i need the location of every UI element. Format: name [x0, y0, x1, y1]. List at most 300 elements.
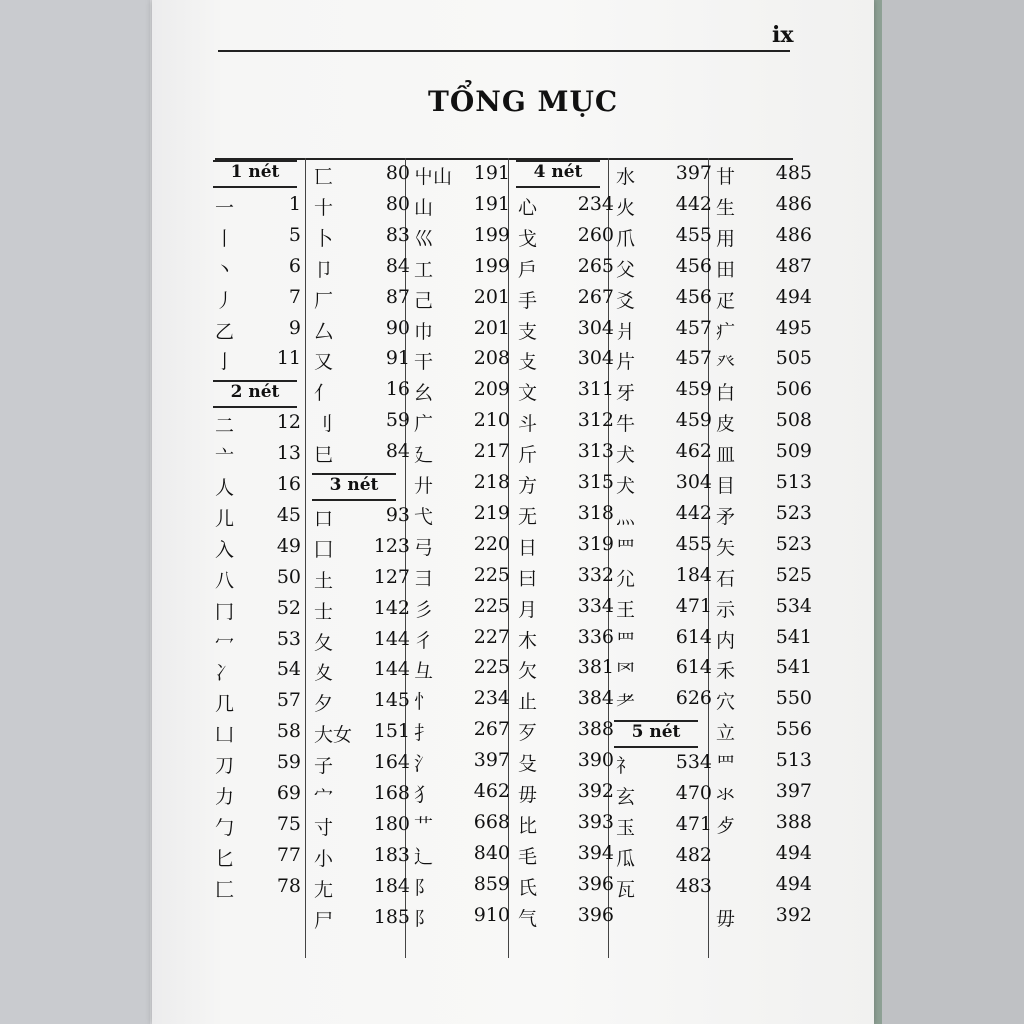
- page-reference: 614: [675, 625, 712, 648]
- page-reference: 54: [276, 658, 301, 681]
- radical-character: 廴: [414, 444, 434, 467]
- page-reference: 455: [675, 532, 712, 555]
- index-entry: [215, 875, 307, 907]
- page-reference: 304: [577, 316, 614, 339]
- radical-character: 儿: [215, 507, 235, 530]
- radical-character: 二: [215, 415, 235, 438]
- page-reference: 16: [276, 473, 301, 495]
- radical-character: 石: [716, 567, 736, 590]
- index-entry: [716, 656, 812, 688]
- radical-character: 矛: [716, 505, 736, 528]
- page-reference: 442: [675, 501, 712, 524]
- page-reference: 459: [675, 378, 712, 401]
- page-reference: 58: [276, 720, 301, 743]
- radical-character: 牛: [616, 413, 636, 436]
- page-reference: 311: [577, 378, 614, 401]
- page-reference: 168: [373, 782, 410, 804]
- page-reference: 486: [775, 223, 812, 246]
- index-entry: [414, 223, 510, 256]
- index-entry: [314, 689, 410, 721]
- radical-character: 曰: [518, 567, 538, 590]
- radical-character: 丶: [215, 258, 235, 281]
- index-entry: [716, 254, 812, 287]
- page-reference: 541: [775, 625, 812, 648]
- radical-character: 比: [518, 814, 538, 837]
- page-reference: 525: [775, 563, 812, 586]
- index-entry: [215, 286, 307, 318]
- index-entry: [314, 905, 410, 938]
- page-reference: 483: [675, 874, 712, 897]
- page-reference: 16: [385, 378, 410, 401]
- index-entry: [414, 254, 510, 287]
- index-entry: [414, 409, 510, 441]
- page-reference: 91: [385, 347, 410, 370]
- page-reference: 234: [473, 687, 510, 710]
- index-entry: [716, 285, 812, 318]
- index-entry: [616, 625, 712, 658]
- index-entry: [314, 409, 410, 441]
- radical-character: 疋: [716, 289, 736, 312]
- page-reference: 334: [577, 594, 614, 617]
- page-reference: 396: [577, 872, 614, 895]
- radical-character: 勹: [215, 816, 235, 839]
- index-entry: [518, 780, 614, 812]
- page-reference: 494: [775, 841, 812, 864]
- radical-character: 丨: [215, 227, 235, 250]
- index-entry: [314, 316, 410, 349]
- page-reference: 84: [385, 440, 410, 463]
- page-reference: 388: [775, 810, 812, 833]
- page-reference: 12: [276, 411, 301, 434]
- page-reference: 11: [276, 347, 301, 370]
- radical-character: 手: [518, 289, 538, 312]
- page-reference: 336: [577, 625, 614, 648]
- radical-character: 罒: [616, 536, 636, 559]
- page-reference: 6: [288, 254, 301, 277]
- index-entry: [414, 718, 510, 750]
- radical-character: 辶: [414, 845, 434, 868]
- index-entry: [314, 720, 410, 752]
- page-reference: 164: [373, 751, 410, 774]
- page-title: TỔNG MỤC: [428, 85, 619, 118]
- index-entry: [414, 563, 510, 596]
- index-entry: [314, 782, 410, 814]
- column-divider: [708, 158, 709, 958]
- page-reference: 381: [577, 656, 614, 679]
- radical-character: 入: [215, 538, 235, 561]
- book-edge: [874, 0, 882, 1024]
- page-reference: 319: [577, 532, 614, 555]
- radical-character: 扌: [414, 722, 434, 745]
- index-entry: [215, 597, 307, 629]
- radical-character: 氏: [518, 876, 538, 899]
- header-rule-bottom: [213, 406, 297, 408]
- page-reference: 459: [675, 409, 712, 432]
- radical-character: 山: [414, 196, 434, 219]
- page-reference: 495: [775, 316, 812, 339]
- index-entry: [716, 625, 812, 658]
- page-reference: 508: [775, 409, 812, 432]
- page-reference: 470: [675, 782, 712, 804]
- index-entry: [414, 625, 510, 658]
- index-entry: [518, 471, 614, 503]
- radical-character: 攴: [518, 351, 538, 374]
- radical-character: 内: [716, 629, 736, 652]
- index-entry: [616, 440, 712, 472]
- index-entry: [616, 192, 712, 225]
- index-entry: [716, 440, 812, 472]
- header-rule-bottom: [516, 186, 600, 188]
- index-entry: [414, 471, 510, 503]
- radical-character: 月: [518, 598, 538, 621]
- index-entry: [518, 223, 614, 256]
- page-reference: 455: [675, 223, 712, 246]
- page-reference: 457: [675, 316, 712, 339]
- page-reference: 456: [675, 285, 712, 308]
- page-reference: 225: [473, 656, 510, 679]
- index-entry: [616, 843, 712, 876]
- radical-character: 屮山: [414, 166, 453, 188]
- page-reference: 556: [775, 718, 812, 741]
- page-reference: 494: [775, 285, 812, 308]
- page-reference: 199: [473, 254, 510, 277]
- radical-character: 耂: [616, 691, 636, 714]
- page-reference: 185: [373, 905, 410, 928]
- page-reference: 93: [385, 503, 410, 526]
- index-entry: [716, 810, 812, 843]
- radical-character: 王: [616, 598, 636, 621]
- radical-character: 匚: [215, 878, 235, 901]
- index-entry: [414, 192, 510, 225]
- index-entry: [314, 843, 410, 876]
- radical-character: 冂: [215, 600, 235, 623]
- radical-character: 禾: [716, 660, 736, 683]
- radical-character: 人: [215, 477, 235, 499]
- index-entry: [518, 563, 614, 596]
- radical-character: 大女: [314, 724, 353, 747]
- radical-character: 气: [518, 907, 538, 930]
- page-reference: 218: [473, 471, 510, 493]
- index-entry: [518, 285, 614, 318]
- radical-character: 文: [518, 382, 538, 405]
- stroke-count-label: 1 nét: [230, 162, 280, 182]
- index-entry: [215, 473, 307, 505]
- index-entry: [314, 751, 410, 783]
- index-entry: [314, 627, 410, 660]
- radical-character: 夂: [314, 631, 334, 654]
- page-reference: 485: [775, 162, 812, 184]
- page-reference: 7: [288, 285, 301, 308]
- index-entry: [215, 193, 307, 225]
- radical-character: 歺: [716, 814, 736, 837]
- radical-character: 子: [314, 755, 334, 778]
- radical-character: 歹: [518, 722, 538, 745]
- index-entry: [518, 841, 614, 874]
- index-entry: [314, 440, 410, 472]
- radical-character: 殳: [518, 753, 538, 776]
- index-entry: [518, 687, 614, 719]
- index-entry: [716, 162, 812, 194]
- page-reference: 260: [577, 223, 614, 246]
- index-entry: [716, 378, 812, 410]
- page-reference: 49: [276, 534, 301, 557]
- page-reference: 45: [276, 503, 301, 526]
- radical-character: 穴: [716, 691, 736, 714]
- radical-character: 弓: [414, 536, 434, 559]
- stroke-count-header: [213, 162, 297, 194]
- index-entry: [616, 409, 712, 441]
- column-divider: [508, 158, 509, 958]
- index-entry: [414, 656, 510, 688]
- index-entry: [215, 628, 307, 660]
- radical-character: 爻: [616, 289, 636, 312]
- index-entry: [716, 192, 812, 225]
- page-reference: 180: [373, 812, 410, 835]
- radical-character: 广: [414, 413, 434, 436]
- index-entry: [314, 596, 410, 629]
- page-reference: 59: [276, 751, 301, 774]
- stroke-count-label: 4 nét: [533, 162, 583, 182]
- radical-character: 刀: [215, 755, 235, 778]
- page-reference: 219: [473, 501, 510, 524]
- radical-character: 冖: [215, 631, 235, 654]
- radical-character: 彳: [414, 629, 434, 652]
- page-reference: 80: [385, 192, 410, 215]
- index-entry: [616, 347, 712, 379]
- header-rule: [218, 50, 790, 52]
- page-reference: 184: [373, 874, 410, 897]
- page-reference: 184: [675, 563, 712, 586]
- page-reference: 199: [473, 223, 510, 246]
- index-entry: [616, 316, 712, 349]
- radical-character: 忄: [414, 691, 434, 714]
- index-entry: [616, 782, 712, 814]
- index-entry: [314, 874, 410, 907]
- radical-character: 匸: [314, 166, 334, 188]
- radical-character: 火: [616, 196, 636, 219]
- page-reference: 513: [775, 749, 812, 772]
- page-reference: 471: [675, 812, 712, 835]
- index-entry: [414, 162, 510, 194]
- index-entry: [314, 812, 410, 845]
- index-entry: [716, 501, 812, 534]
- radical-character: 亻: [314, 382, 334, 405]
- radical-character: 瓦: [616, 878, 636, 901]
- index-entry: [314, 223, 410, 256]
- page-reference: 392: [577, 780, 614, 802]
- page-reference: 523: [775, 532, 812, 555]
- index-entry: [518, 749, 614, 781]
- page-reference: 267: [473, 718, 510, 741]
- radical-character: 卩: [314, 258, 334, 281]
- index-entry: [616, 594, 712, 627]
- index-entry: [616, 812, 712, 845]
- header-rule-top: [213, 160, 297, 162]
- stroke-count-header: [312, 475, 396, 507]
- radical-character: 皿: [716, 444, 736, 467]
- radical-character: 卜: [314, 227, 334, 250]
- radical-character: 艹: [414, 814, 434, 837]
- radical-character: 牙: [616, 382, 636, 405]
- header-rule-bottom: [614, 746, 698, 748]
- index-entry: [215, 224, 307, 256]
- header-rule-bottom: [312, 499, 396, 501]
- page-reference: 384: [577, 687, 614, 710]
- index-entry: [616, 471, 712, 503]
- radical-character: 刂: [314, 413, 334, 436]
- index-entry: [716, 780, 812, 812]
- index-entry: [314, 565, 410, 598]
- index-entry: [518, 532, 614, 565]
- radical-character: 尸: [314, 909, 334, 932]
- page-reference: 220: [473, 532, 510, 555]
- radical-character: 无: [518, 505, 538, 528]
- radical-character: 木: [518, 629, 538, 652]
- radical-character: 夕: [314, 693, 334, 716]
- radical-character: 立: [716, 722, 736, 745]
- radical-character: 囗: [314, 538, 334, 561]
- index-entry: [215, 844, 307, 876]
- index-entry: [518, 440, 614, 472]
- index-entry: [616, 162, 712, 194]
- index-entry: [518, 316, 614, 349]
- page-reference: 457: [675, 347, 712, 370]
- page-reference: 265: [577, 254, 614, 277]
- radical-character: 匕: [215, 847, 235, 870]
- index-entry: [518, 254, 614, 287]
- page-reference: 506: [775, 378, 812, 401]
- stroke-count-header: [516, 162, 600, 194]
- index-entry: [215, 411, 307, 443]
- index-entry: [518, 810, 614, 843]
- index-entry: [414, 749, 510, 781]
- radical-character: 小: [314, 847, 334, 870]
- radical-character: 毋: [518, 784, 538, 806]
- radical-character: 一: [215, 196, 235, 219]
- index-entry: [518, 718, 614, 750]
- page-reference: 144: [373, 658, 410, 681]
- page-reference: 392: [775, 903, 812, 926]
- radical-character: 支: [518, 320, 538, 343]
- radical-character: 甘: [716, 166, 736, 188]
- page-reference: 77: [276, 843, 301, 866]
- index-entry: [716, 316, 812, 349]
- radical-character: 尣: [616, 567, 636, 590]
- page-reference: 332: [577, 563, 614, 586]
- page-reference: 462: [675, 440, 712, 463]
- index-entry: [716, 903, 812, 936]
- page-reference: 13: [276, 442, 301, 465]
- index-entry: [314, 347, 410, 379]
- index-entry: [716, 347, 812, 379]
- page-reference: 144: [373, 627, 410, 650]
- radical-character: 斗: [518, 413, 538, 436]
- page-reference: 394: [577, 841, 614, 864]
- stroke-count-label: 5 nét: [631, 722, 681, 743]
- page-reference: 318: [577, 501, 614, 524]
- index-entry: [716, 223, 812, 256]
- page-reference: 304: [675, 471, 712, 493]
- index-entry: [215, 535, 307, 567]
- page-reference: 80: [385, 162, 410, 184]
- page-reference: 523: [775, 501, 812, 524]
- index-entry: [414, 532, 510, 565]
- radical-character: 白: [716, 382, 736, 405]
- radical-character: 皮: [716, 413, 736, 436]
- radical-character: 矢: [716, 536, 736, 559]
- radical-character: 丿: [215, 289, 235, 312]
- page-reference: 534: [775, 594, 812, 617]
- page-reference: 840: [473, 841, 510, 864]
- index-entry: [716, 718, 812, 750]
- radical-character: 氵: [414, 753, 434, 776]
- index-entry: [716, 409, 812, 441]
- index-entry: [716, 749, 812, 781]
- radical-character: 礻: [616, 755, 636, 778]
- index-entry: [215, 566, 307, 598]
- index-entry: [215, 255, 307, 287]
- index-entry: [215, 720, 307, 752]
- page-number: ix: [772, 22, 794, 48]
- index-entry: [616, 563, 712, 596]
- page-reference: 462: [473, 780, 510, 802]
- page-reference: 210: [473, 409, 510, 432]
- radical-character: 玄: [616, 786, 636, 808]
- radical-character: 灬: [616, 505, 636, 528]
- page-reference: 142: [373, 596, 410, 619]
- radical-character: 水: [616, 166, 636, 188]
- page-reference: 486: [775, 192, 812, 215]
- index-entry: [518, 625, 614, 658]
- stroke-count-header: [614, 722, 698, 754]
- page-reference: 513: [775, 471, 812, 493]
- page-reference: 52: [276, 596, 301, 619]
- radical-character: 犬: [616, 444, 636, 467]
- index-entry: [215, 504, 307, 536]
- radical-character: 毛: [518, 845, 538, 868]
- page-reference: 482: [675, 843, 712, 866]
- index-entry: [518, 409, 614, 441]
- radical-character: 夊: [314, 662, 334, 685]
- index-entry: [616, 254, 712, 287]
- radical-character: 八: [215, 569, 235, 592]
- index-entry: [314, 285, 410, 318]
- page-reference: 145: [373, 689, 410, 712]
- page-reference: 505: [775, 347, 812, 370]
- index-entry: [616, 532, 712, 565]
- page-reference: 69: [276, 782, 301, 804]
- stroke-count-label: 2 nét: [230, 382, 280, 403]
- index-entry: [518, 501, 614, 534]
- radical-character: 瓜: [616, 847, 636, 870]
- index-entry: [518, 594, 614, 627]
- index-entry: [616, 656, 712, 688]
- page-reference: 234: [577, 192, 614, 215]
- page-reference: 59: [385, 409, 410, 432]
- page-reference: 183: [373, 843, 410, 866]
- radical-character: 寸: [314, 816, 334, 839]
- page-reference: 509: [775, 440, 812, 463]
- page-reference: 151: [373, 720, 410, 743]
- radical-character: 日: [518, 536, 538, 559]
- radical-character: 工: [414, 258, 434, 281]
- radical-character: 疒: [716, 320, 736, 343]
- index-entry: [616, 378, 712, 410]
- index-entry: [414, 440, 510, 472]
- radical-character: 又: [314, 351, 334, 374]
- index-entry: [518, 656, 614, 688]
- page-reference: 910: [473, 903, 510, 926]
